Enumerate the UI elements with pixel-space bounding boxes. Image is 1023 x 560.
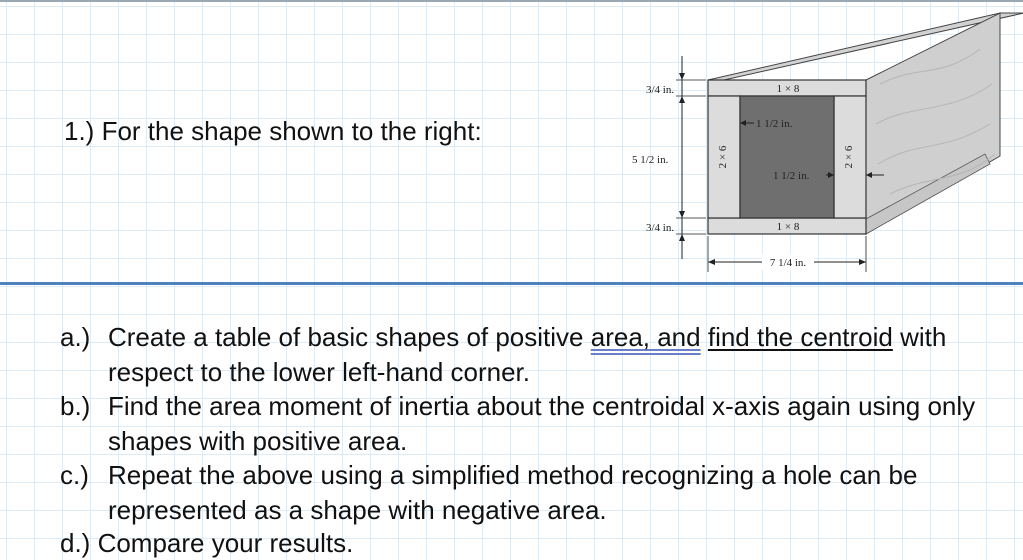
bottom-board-label: 1 × 8 [776, 221, 800, 233]
right-side-label: 2 × 6 [843, 145, 855, 169]
height-label: 5 1/2 in. [632, 154, 669, 166]
underlined-text: find the centroid [707, 322, 893, 352]
top-thickness-label: 3/4 in. [646, 84, 675, 96]
box-beam-figure [632, 44, 1020, 284]
question-b [60, 389, 1000, 458]
question-text: Find the area moment of inertia about the centroidal x-axis again using only shapes with positive area. [108, 391, 976, 456]
clipped-question-d: d.) Compare your results. [60, 528, 354, 558]
left-thickness-label: 1 1/2 in. [756, 118, 793, 130]
top-board-label: 1 × 8 [776, 83, 800, 95]
question-text: Create a table of basic shapes of positive area, and find the centroid with respect to the lower left-hand corner. [108, 322, 947, 387]
hollow-core [740, 96, 834, 218]
section-divider [0, 282, 1023, 285]
right-thickness-label: 1 1/2 in. [773, 170, 810, 182]
question-marker: c.) [60, 460, 89, 490]
problem-prompt: 1.) For the shape shown to the right: [64, 116, 482, 146]
top-rule [0, 0, 1023, 2]
question-c [60, 458, 1000, 527]
question-list [60, 320, 1000, 527]
side-face [866, 13, 1000, 234]
question-a [60, 320, 1000, 389]
double-underlined-text: area, and [590, 322, 701, 352]
question-text: Repeat the above using a simplified method recognizing a hole can be represented as a shape with negative area. [108, 460, 918, 525]
left-side-label: 2 × 6 [717, 145, 729, 169]
bottom-thickness-label: 3/4 in. [646, 222, 675, 234]
width-label: 7 1/4 in. [769, 257, 807, 269]
question-marker: a.) [60, 322, 91, 352]
question-marker: b.) [60, 391, 91, 421]
